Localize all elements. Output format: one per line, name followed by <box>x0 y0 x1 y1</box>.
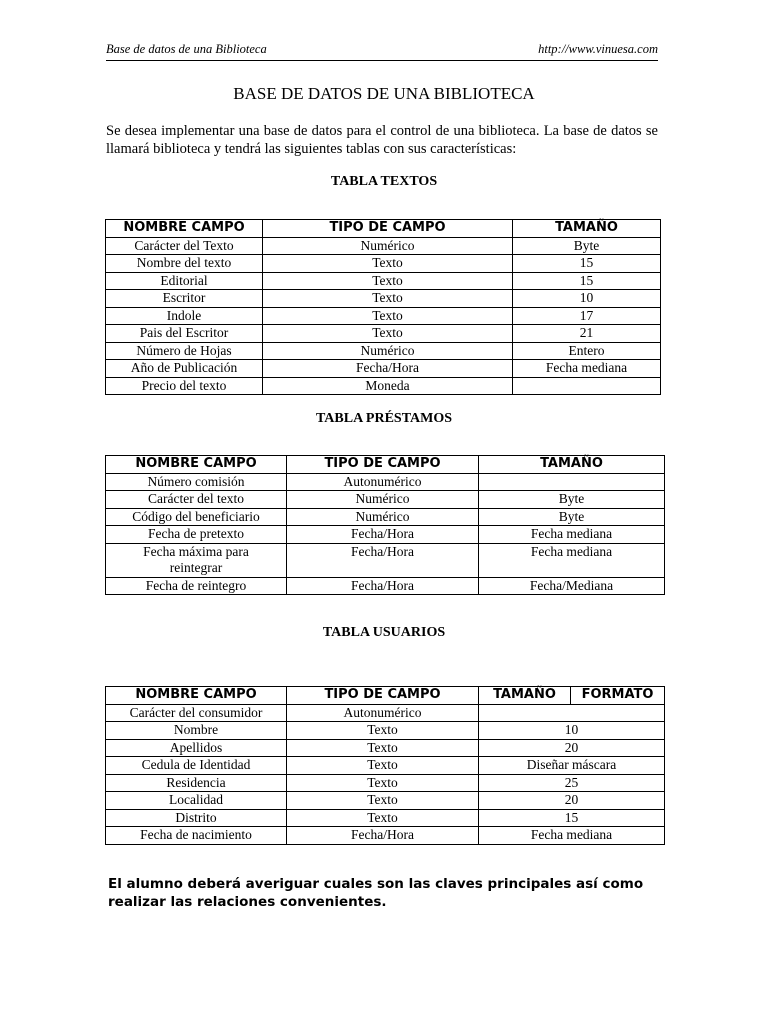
table-row <box>106 739 665 757</box>
table-cell: 20 <box>479 739 665 757</box>
table-cell: 21 <box>513 325 661 343</box>
prestamos-table <box>105 455 665 595</box>
table-row <box>106 255 661 273</box>
table-cell: Texto <box>287 792 479 810</box>
column-header: NOMBRE CAMPO <box>106 687 287 705</box>
column-header: TIPO DE CAMPO <box>287 456 479 474</box>
table-row <box>106 325 661 343</box>
table-row <box>106 722 665 740</box>
table-cell: Fecha/Hora <box>287 577 479 595</box>
table-cell: Fecha/Mediana <box>479 577 665 595</box>
table-cell: Moneda <box>263 377 513 395</box>
column-header: TAMAÑO <box>479 687 571 705</box>
table-row <box>106 377 661 395</box>
usuarios-table-title: TABLA USUARIOS <box>322 625 446 640</box>
table-cell: Número comisión <box>106 473 287 491</box>
table-row <box>106 792 665 810</box>
table-cell: Autonumérico <box>287 473 479 491</box>
table-cell: 10 <box>479 722 665 740</box>
table-cell: Autonumérico <box>287 704 479 722</box>
table-cell: Año de Publicación <box>106 360 263 378</box>
header-website: http://www.vinuesa.com <box>538 42 658 56</box>
column-header: NOMBRE CAMPO <box>106 220 263 238</box>
table-row <box>106 290 661 308</box>
table-cell: Fecha mediana <box>513 360 661 378</box>
table-cell: Entero <box>513 342 661 360</box>
table-cell: Fecha de reintegro <box>106 577 287 595</box>
table-row <box>106 543 665 577</box>
table-cell: Número de Hojas <box>106 342 263 360</box>
table-cell: Editorial <box>106 272 263 290</box>
table-row <box>106 704 665 722</box>
column-header: TAMAÑO <box>513 220 661 238</box>
table-row <box>106 237 661 255</box>
table-cell: Carácter del Texto <box>106 237 263 255</box>
table-cell <box>479 473 665 491</box>
table-cell: 25 <box>479 774 665 792</box>
table-cell: Texto <box>287 722 479 740</box>
table-cell: Fecha de nacimiento <box>106 827 287 845</box>
table-row <box>106 307 661 325</box>
table-cell: Distrito <box>106 809 287 827</box>
table-cell: Texto <box>287 809 479 827</box>
table-cell: Texto <box>263 290 513 308</box>
closing-note: El alumno deberá averiguar cuales son las claves principales así como realizar las relaciones convenientes. <box>108 876 644 910</box>
table-cell: Fecha mediana <box>479 543 665 577</box>
table-cell: Indole <box>106 307 263 325</box>
table-cell: Byte <box>513 237 661 255</box>
table-cell: Texto <box>263 307 513 325</box>
table-row <box>106 360 661 378</box>
table-cell: Precio del texto <box>106 377 263 395</box>
table-cell: 17 <box>513 307 661 325</box>
table-cell: Fecha mediana <box>479 526 665 544</box>
header-document-title: Base de datos de una Biblioteca <box>106 42 267 56</box>
table-row <box>106 774 665 792</box>
table-cell: Localidad <box>106 792 287 810</box>
table-cell: Apellidos <box>106 739 287 757</box>
table-row <box>106 342 661 360</box>
table-cell: Texto <box>263 255 513 273</box>
table-cell: Numérico <box>287 508 479 526</box>
column-header: TIPO DE CAMPO <box>287 687 479 705</box>
table-cell: Texto <box>287 774 479 792</box>
table-row <box>106 272 661 290</box>
running-header <box>106 42 658 61</box>
column-header: NOMBRE CAMPO <box>106 456 287 474</box>
table-cell: 15 <box>513 255 661 273</box>
table-cell: Fecha mediana <box>479 827 665 845</box>
table-cell: Cedula de Identidad <box>106 757 287 775</box>
table-row <box>106 757 665 775</box>
table-cell: Nombre <box>106 722 287 740</box>
table-cell: Carácter del texto <box>106 491 287 509</box>
column-header: TIPO DE CAMPO <box>263 220 513 238</box>
table-row <box>106 491 665 509</box>
table-cell: Byte <box>479 508 665 526</box>
intro-paragraph: Se desea implementar una base de datos para el control de una biblioteca. La base de datos se llamará biblioteca y tendrá las siguientes tablas con sus características: <box>106 123 658 157</box>
table-row <box>106 577 665 595</box>
table-cell: Texto <box>287 739 479 757</box>
table-cell: Fecha/Hora <box>287 526 479 544</box>
table-cell: Nombre del texto <box>106 255 263 273</box>
textos-table-title: TABLA TEXTOS <box>330 174 438 189</box>
prestamos-table-title: TABLA PRÉSTAMOS <box>315 411 452 426</box>
table-header-row <box>106 687 665 705</box>
table-cell: Byte <box>479 491 665 509</box>
table-cell: 20 <box>479 792 665 810</box>
table-row <box>106 809 665 827</box>
table-cell: Diseñar máscara <box>479 757 665 775</box>
table-cell <box>479 704 665 722</box>
table-row <box>106 827 665 845</box>
table-cell: Numérico <box>263 342 513 360</box>
table-header-row <box>106 456 665 474</box>
table-row <box>106 473 665 491</box>
table-cell: Texto <box>263 325 513 343</box>
usuarios-table <box>105 686 665 845</box>
table-row <box>106 526 665 544</box>
table-cell <box>513 377 661 395</box>
table-cell: Fecha/Hora <box>287 827 479 845</box>
textos-table <box>105 219 661 395</box>
column-header: TAMAÑO <box>479 456 665 474</box>
table-cell: 10 <box>513 290 661 308</box>
table-cell: Fecha de pretexto <box>106 526 287 544</box>
table-cell: Texto <box>287 757 479 775</box>
table-cell: 15 <box>479 809 665 827</box>
table-cell: Pais del Escritor <box>106 325 263 343</box>
table-cell: Código del beneficiario <box>106 508 287 526</box>
table-cell: Escritor <box>106 290 263 308</box>
table-cell: 15 <box>513 272 661 290</box>
page-title: BASE DE DATOS DE UNA BIBLIOTECA <box>233 84 535 103</box>
table-cell: Fecha/Hora <box>263 360 513 378</box>
table-cell: Fecha máxima para reintegrar <box>106 543 287 577</box>
column-header: FORMATO <box>571 687 665 705</box>
table-cell: Numérico <box>263 237 513 255</box>
table-row <box>106 508 665 526</box>
table-cell: Carácter del consumidor <box>106 704 287 722</box>
table-cell: Residencia <box>106 774 287 792</box>
table-header-row <box>106 220 661 238</box>
table-cell: Fecha/Hora <box>287 543 479 577</box>
table-cell: Numérico <box>287 491 479 509</box>
table-cell: Texto <box>263 272 513 290</box>
